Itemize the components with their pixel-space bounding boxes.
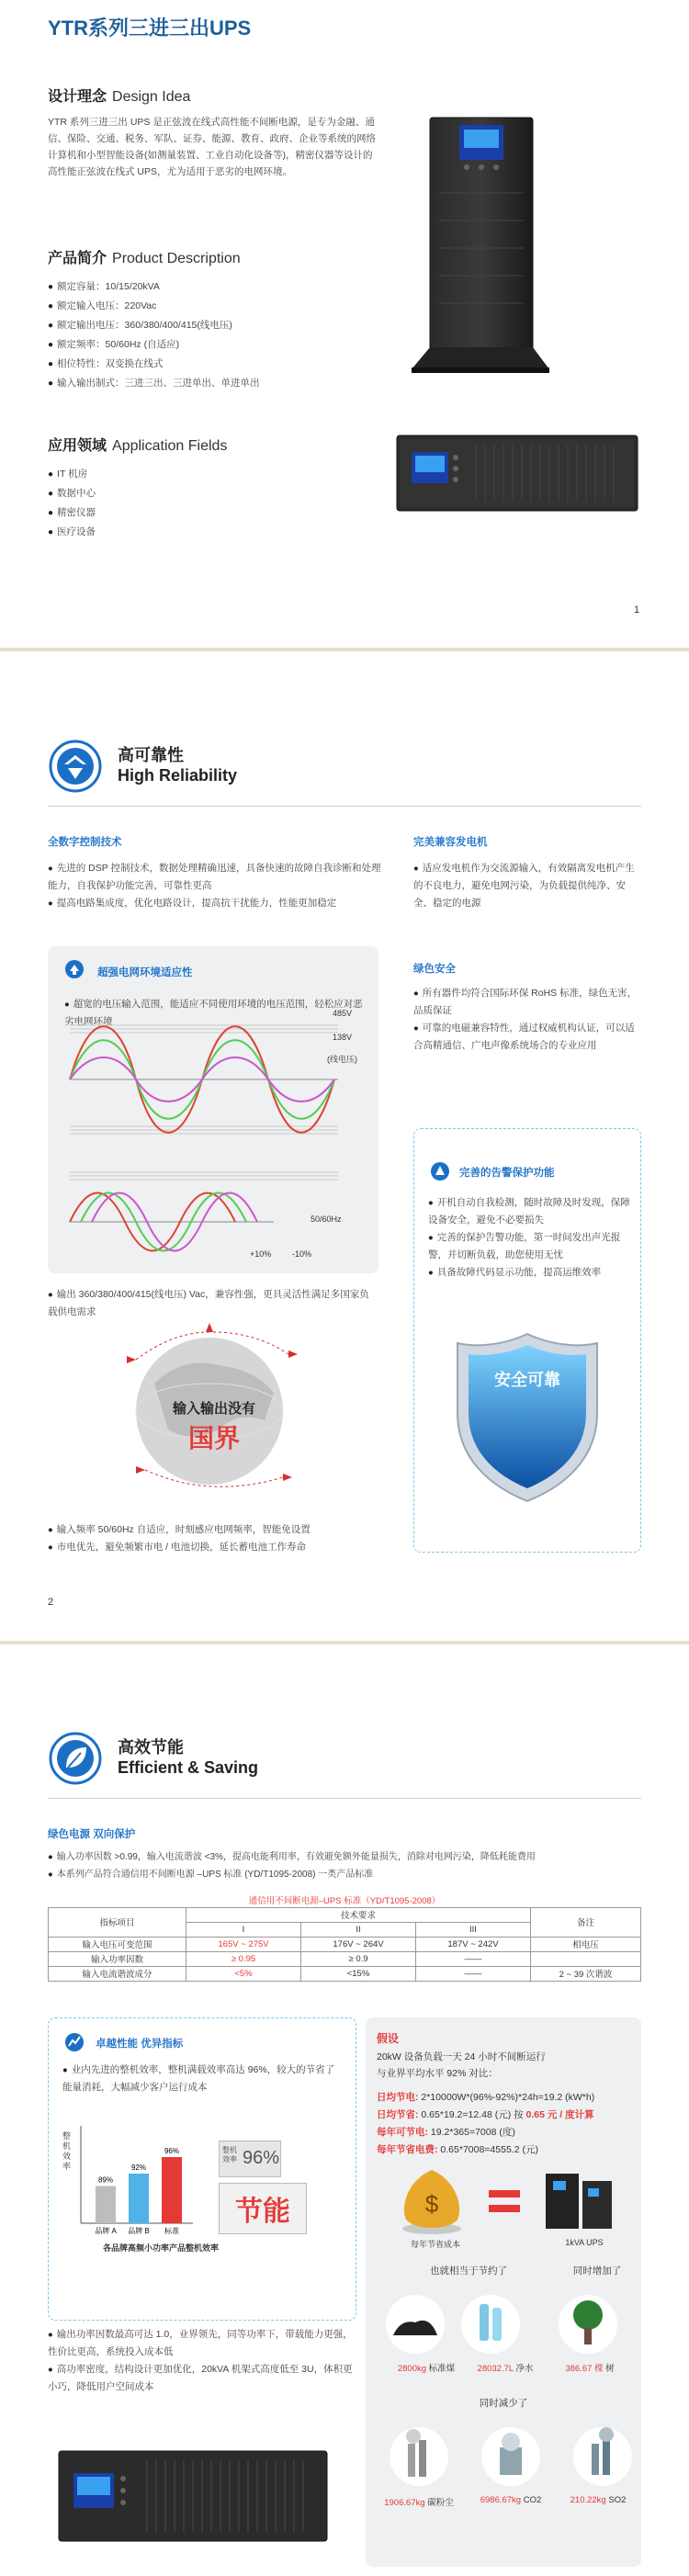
performance-icon xyxy=(64,2032,85,2052)
power-factor-list: ● 输出功率因数最高可达 1.0，业界领先，同等功率下，带载能力更强，性价比更高，系统投入成本低 ● 高功率密度，结构设计更加优化，20kVA 机架式高度低至 3U，体积更小巧，降低用户空间成本 xyxy=(48,2326,360,2396)
rack-ups-image xyxy=(393,432,641,516)
grid-text: ● 超宽的电压输入范围，能适应不同使用环境的电压范围，轻松应对恶劣电网环境 xyxy=(64,996,367,1031)
alarm-title: 完善的告警保护功能 xyxy=(459,1168,555,1179)
green-power-list: ● 输入功率因数 >0.99，输入电流谐波 <3%，提高电能利用率，有效避免额外能量损失，消除对电网污染，降低耗能费用 ● 本系列产品符合通信用不间断电源 –UPS 标准 (YD/T1095-2008) 一类产品标准 xyxy=(48,1848,645,1883)
efficiency-tag-label: 整机效率 xyxy=(222,2146,237,2164)
design-idea-text: YTR 系列三进三出 UPS 是正弦波在线式高性能不间断电源，是专为金融、通信、保险、交通、税务、军队、证券、能源、教育、政府、企业等系统的网络计算机和小型智能设备(如测量装置、工业自动化设备等)，精密仪器等设计的高性能正弦波在线式 UPS，尤为适用于恶劣的电网环境。 xyxy=(48,117,376,177)
added-trees: 386.67 棵 树 xyxy=(565,2364,615,2374)
calc-line: 日均节省: 0.65*19.2=12.48 (元) 按 0.65 元 / 度计算 xyxy=(377,2109,594,2120)
app-fields-list: ● IT 机房 ● 数据中心 ● 精密仪器 ● 医疗设备 xyxy=(48,465,96,542)
category-label: 品牌 A xyxy=(95,2227,117,2235)
table-caption: 通信用不间断电源–UPS 标准（YD/T1095-2008） xyxy=(49,1892,641,1907)
green-safety-title: 绿色安全 xyxy=(413,964,456,975)
rule xyxy=(48,1798,641,1799)
page-title: YTR系列三进三出UPS xyxy=(48,17,252,40)
performance-text: ● 业内先进的整机效率，整机满载效率高达 96%，较大的节省了能量消耗，大幅减少客户运行成本 xyxy=(62,2062,338,2096)
emission-icons xyxy=(382,2423,639,2490)
chart-ylabel: 整机效率 xyxy=(62,2131,72,2171)
bar-value-label: 89% xyxy=(97,2175,114,2185)
label-485v: 485V xyxy=(333,1009,353,1018)
chart-caption: 各品牌高频小功率产品整机效率 xyxy=(102,2243,219,2253)
tower-ups-image xyxy=(412,110,549,377)
equivalent-label: 也就相当于节约了 xyxy=(430,2265,507,2277)
green-power-title: 绿色电源 双向保护 xyxy=(48,1829,136,1840)
bar-value-label: 92% xyxy=(130,2164,147,2172)
grid-icon xyxy=(64,959,85,979)
page-divider xyxy=(0,1641,689,1644)
ups-standard-table xyxy=(48,1892,641,1982)
app-fields-heading: 应用领域 Application Fields xyxy=(48,438,228,454)
reduced-carbon-dust: 1906.67kg 碳粉尘 xyxy=(384,2498,454,2508)
globe-text-line1: 输入输出没有 xyxy=(172,1401,255,1417)
table-level: II xyxy=(301,1922,416,1937)
voltage-waveform xyxy=(62,1009,366,1266)
saved-water: 28032.7L 净水 xyxy=(477,2364,534,2374)
table-row: 输入电流谐波成分 <5% <15% —— 2 ~ 39 次谐波 xyxy=(49,1966,641,1981)
calc-intro: 20kW 设备负载一天 24 小时不间断运行 与业界平均水平 92% 对比： xyxy=(377,2051,546,2079)
green-safety-list: ● 所有器件均符合国际环保 RoHS 标准，绿色无害，品质保证 ● 可靠的电磁兼容特性，通过权威机构认证，可以适合高精通信、广电声像系统场合的专业应用 xyxy=(413,985,643,1055)
table-header-note: 备注 xyxy=(531,1907,641,1937)
saved-coal: 2800kg 标准煤 xyxy=(397,2364,456,2374)
full-digital-list: ● 先进的 DSP 控制技术，数据处理精确迅速，具备快速的故障自我诊断和处理能力，自我保护功能完善，可靠性更高 ● 提高电路集成度，优化电路设计，提高抗干扰能力，性能更加稳定 xyxy=(48,860,386,912)
product-desc-heading: 产品简介 Product Description xyxy=(48,251,241,266)
label-138v: 138V xyxy=(333,1033,353,1042)
reduce-label: 同时减少了 xyxy=(479,2398,528,2409)
table-header-item: 指标项目 xyxy=(49,1907,186,1937)
reliability-heading-cn: 高可靠性 xyxy=(118,746,184,764)
calc-lines xyxy=(377,2089,638,2159)
label-plus10: +10% xyxy=(250,1249,272,1259)
reduced-so2: 210.22kg SO2 xyxy=(570,2495,627,2505)
rack-ups-image xyxy=(55,2447,331,2547)
shield-image xyxy=(454,1330,601,1505)
efficiency-tag-value: 96% xyxy=(243,2148,280,2168)
label-line-voltage: (线电压) xyxy=(327,1055,357,1064)
product-desc-list: ● 额定容量：10/15/20kVA ● 额定输入电压：220Vac ● 额定输出电压：360/380/400/415(线电压) ● 额定频率：50/60Hz (自适应) ● 相位特性：双变换在线式 ● 输入输出制式：三进三出、三进单出、单进单出 xyxy=(48,277,260,393)
calc-title: 假设 xyxy=(377,2032,400,2045)
table-row: 输入功率因数 ≥ 0.95 ≥ 0.9 —— xyxy=(49,1951,641,1966)
cost-label: 每年节省成本 xyxy=(410,2240,460,2249)
rule xyxy=(48,806,641,807)
efficiency-bar-chart xyxy=(77,2122,197,2237)
label-minus10: -10% xyxy=(292,1249,312,1259)
shield-text: 安全可靠 xyxy=(494,1371,560,1389)
generator-list: ● 适应发电机作为交流源输入，有效隔离发电机产生的不良电力，避免电网污染，为负载提供纯净、安全、稳定的电源 xyxy=(413,860,643,912)
performance-title: 卓越性能 优异指标 xyxy=(96,2039,184,2050)
calc-line: 每年可节电: 19.2*365=7008 (度) xyxy=(377,2127,515,2138)
ups-label: 1kVA UPS xyxy=(565,2238,604,2247)
reliability-icon xyxy=(48,739,103,794)
frequency-list: ● 输入频率 50/60Hz 自适应，时刻感应电网频率，智能免设置 ● 市电优先，避免频繁市电 / 电池切换，延长蓄电池工作寿命 xyxy=(48,1521,388,1556)
generator-title: 完美兼容发电机 xyxy=(413,837,488,848)
grid-title: 超强电网环境适应性 xyxy=(97,967,193,978)
energy-saving-text: 节能 xyxy=(235,2197,290,2227)
table-level: I xyxy=(186,1922,301,1937)
design-idea-heading: 设计理念 Design Idea xyxy=(48,89,191,105)
label-frequency: 50/60Hz xyxy=(311,1215,342,1224)
bar xyxy=(129,2174,149,2223)
page-number: 1 xyxy=(634,604,640,616)
alarm-icon xyxy=(430,1161,450,1181)
efficiency-heading-cn: 高效节能 xyxy=(118,1738,184,1757)
bar-value-label: 96% xyxy=(164,2147,180,2155)
category-label: 品牌 B xyxy=(128,2227,150,2235)
calc-line: 日均节电: 2*10000W*(96%-92%)*24h=19.2 (kW*h) xyxy=(377,2092,595,2103)
output-voltage-text: ● 输出 360/380/400/415(线电压) Vac，兼容性强，更具灵活性满足多国家负载供电需求 xyxy=(48,1286,378,1321)
bar xyxy=(162,2157,182,2223)
increase-label: 同时增加了 xyxy=(572,2265,622,2277)
efficiency-heading-en: Efficient & Saving xyxy=(118,1758,259,1777)
table-row: 输入电压可变范围 165V ~ 275V 176V ~ 264V 187V ~ 242V 相电压 xyxy=(49,1937,641,1951)
page-number: 2 xyxy=(48,1597,54,1608)
page-divider xyxy=(0,648,689,651)
alarm-list: ● 开机自动自我检测，随时故障及时发现，保障设备安全，避免不必要损失 ● 完善的保护告警功能，第一时间发出声光报警，并切断负载，助您使用无忧 ● 具备故障代码显示功能，提高运维效率 xyxy=(428,1194,634,1282)
reduced-co2: 6986.67kg CO2 xyxy=(480,2495,542,2505)
reliability-heading-en: High Reliability xyxy=(118,766,238,785)
leaf-icon xyxy=(48,1731,103,1786)
resource-icons xyxy=(382,2291,639,2357)
category-label: 标准 xyxy=(164,2227,179,2235)
full-digital-title: 全数字控制技术 xyxy=(48,837,122,848)
savings-vs-ups-image xyxy=(393,2163,623,2236)
globe-text-line2: 国界 xyxy=(187,1424,240,1452)
calc-line: 每年节省电费: 0.65*7008=4555.2 (元) xyxy=(377,2144,538,2155)
svg-text:$: $ xyxy=(424,2190,439,2218)
table-header-tech: 技术要求 xyxy=(186,1907,531,1922)
table-level: III xyxy=(416,1922,531,1937)
bar xyxy=(96,2186,116,2224)
